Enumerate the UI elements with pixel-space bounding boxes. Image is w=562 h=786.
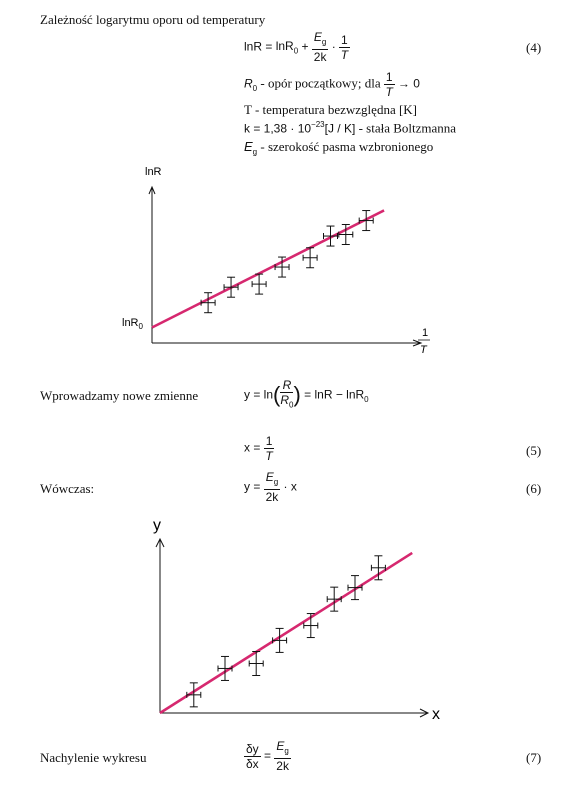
then-label: Wówczas: <box>40 481 95 496</box>
equation-y-ln: y = ln( $\frac{R}{R_0}$ ) = lnR − lnR$_0$ <box>244 378 369 410</box>
equation-number-7: (7) <box>526 750 542 765</box>
equation-x: x = $\frac{1}{T}$ <box>244 434 273 463</box>
eq4-fraction-1-t: $\frac{1}{T}$ <box>340 32 349 62</box>
data-point-2-6 <box>327 587 341 611</box>
equation-number-6: (6) <box>526 481 542 496</box>
eq4-plus: + <box>301 39 309 54</box>
definition-r0: $R_0$ - opór początkowy; dla $\frac{1}{T}$ → 0 <box>244 70 420 99</box>
equation-number-5: (5) <box>526 443 542 458</box>
data-point-2-7 <box>348 576 362 600</box>
definition-eg: $E_g$ - szerokość pasma wzbronionego <box>244 139 434 157</box>
definition-k: $k = 1,38 \cdot 10^{-23}[J / K]$ - stała Boltzmanna <box>244 120 457 136</box>
fit-line-2 <box>160 553 412 713</box>
eq4-fraction-eg-2k: $\frac{E_g}{2k}$ <box>313 30 327 65</box>
plot2-y-label: y <box>153 517 161 534</box>
eq4-equals: = <box>265 39 273 54</box>
slope-label: Nachylenie wykresu <box>40 750 147 765</box>
limit-fraction: $\frac{1}{T}$ <box>385 70 393 99</box>
plot1-x-label-den: T <box>420 344 427 356</box>
data-point-2-5 <box>304 614 318 638</box>
section-title: Zależność logarytmu oporu od temperatury <box>40 12 266 27</box>
plot2-x-label: x <box>432 706 440 723</box>
data-point-2-2 <box>218 656 232 680</box>
eq4-lhs: lnR <box>244 39 263 54</box>
equation-number-4: (4) <box>526 40 542 55</box>
definition-t: T - temperatura bezwzględna [K] <box>244 102 418 117</box>
eq4-dot: · <box>331 39 336 54</box>
data-point-2-4 <box>273 628 287 652</box>
equation-6: y = $\frac{E_g}{2k}$ · x <box>244 470 297 505</box>
data-point-2-1 <box>187 683 201 707</box>
new-variables-intro: Wprowadzamy nowe zmienne <box>40 388 199 403</box>
eq4-ln-r0: lnR$_0$ <box>275 39 299 56</box>
plot1-x-label-num: 1 <box>422 327 429 339</box>
equation-7: $\frac{\delta y}{\delta x}$ = $\frac{E_g}{2k}$ <box>246 739 289 774</box>
plot1-intercept-label: lnR$_0$ <box>122 317 143 331</box>
plot1-y-label: lnR <box>145 166 162 178</box>
